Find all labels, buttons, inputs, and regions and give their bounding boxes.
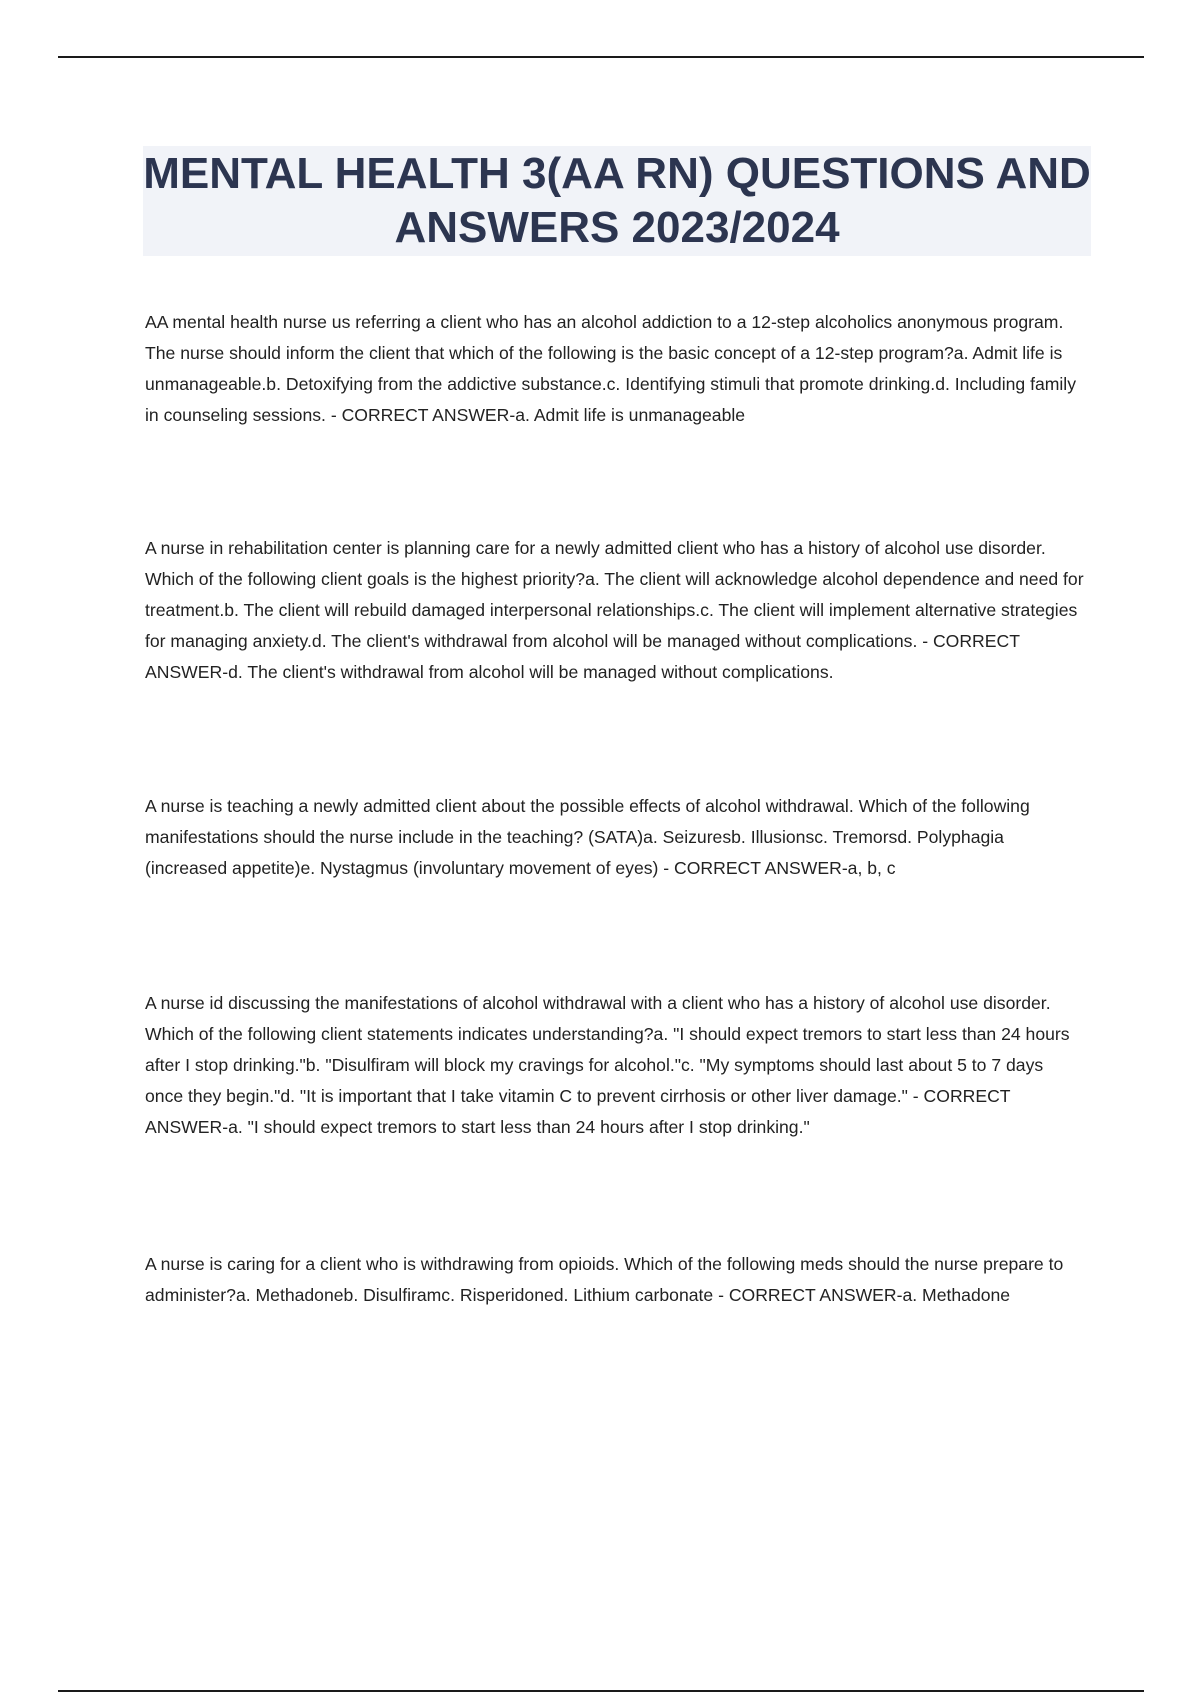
qa-item-1: AA mental health nurse us referring a client who has an alcohol addiction to a 12-step alcoholics anonymous program. The nurse should inform the client that which of the following is the basic concept of a 12-step program?a. Admit life is unmanageable.b. Detoxifying from the addictive substance.c. Identifying stimuli that promote drinking.d. Including family in counseling sessions. - CORRECT ANSWER-a. Admit life is unmanageable (145, 312, 1077, 425)
qa-item-4: A nurse id discussing the manifestations of alcohol withdrawal with a client who has a history of alcohol use disorder. Which of the following client statements indicates understanding?a. "I should expect tremors to start less than 24 hours after I stop drinking."b. "Disulfiram will block my cravings for alcohol."c. "My symptoms should last about 5 to 7 days once they begin."d. "It is important that I take vitamin C to prevent cirrhosis or other liver damage." - CORRECT ANSWER-a. "I should expect tremors to start less than 24 hours after I stop drinking." (145, 993, 1070, 1137)
document-title: MENTAL HEALTH 3(AA RN) QUESTIONS AND ANSWERS 2023/2024 (143, 149, 1091, 252)
qa-item-5: A nurse is caring for a client who is withdrawing from opioids. Which of the following meds should the nurse prepare to administer?a. Methadoneb. Disulfiramc. Risperidoned. Lithium carbonate - CORRECT ANSWER-a. Methadone (145, 1254, 1064, 1305)
qa-item-3: A nurse is teaching a newly admitted client about the possible effects of alcohol withdrawal. Which of the following manifestations should the nurse include in the teaching? (SATA)a. Seizuresb. Illusionsc. Tremorsd. Polyphagia (increased appetite)e. Nystagmus (involuntary movement of eyes) - CORRECT ANSWER-a, b, c (145, 796, 1030, 878)
title-banner (143, 146, 1091, 256)
qa-item-2: A nurse in rehabilitation center is planning care for a newly admitted client who has a history of alcohol use disorder. Which of the following client goals is the highest priority?a. The client will acknowledge alcohol dependence and need for treatment.b. The client will rebuild damaged interpersonal relationships.c. The client will implement alternative strategies for managing anxiety.d. The client's withdrawal from alcohol will be managed without complications. - CORRECT ANSWER-d. The client's withdrawal from alcohol will be managed without complications. (145, 538, 1084, 682)
bottom-rule (58, 1690, 1144, 1692)
top-rule (58, 56, 1144, 58)
